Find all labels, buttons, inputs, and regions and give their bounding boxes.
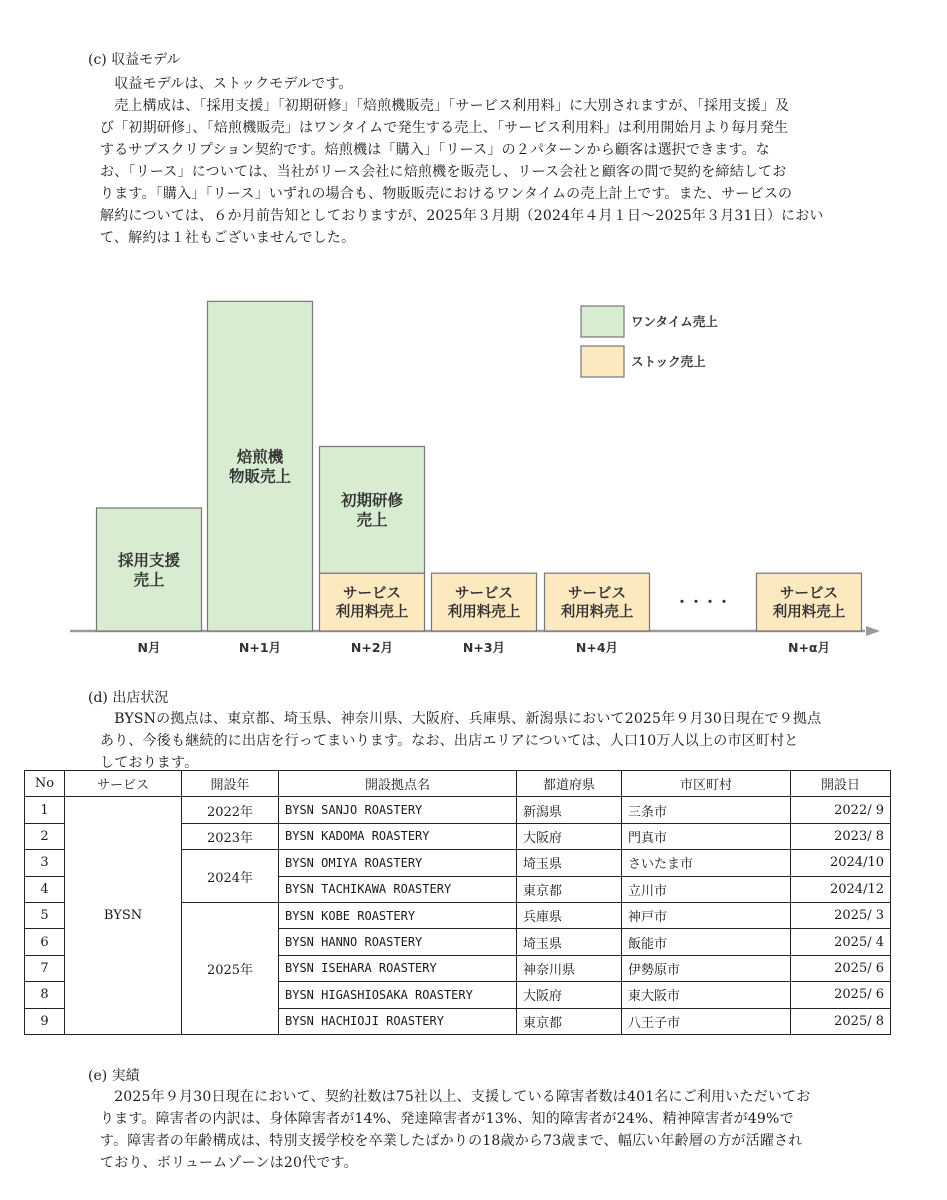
bar-5 bbox=[545, 573, 650, 631]
body-line: て、解約は１社もございませんでした。 bbox=[100, 230, 356, 246]
cell-no: 7 bbox=[25, 955, 65, 981]
bar-label: 売上 bbox=[356, 511, 388, 530]
cell-no: 2 bbox=[25, 823, 65, 849]
header-prefecture: 都道府県 bbox=[517, 771, 622, 797]
bar-label: 利用料売上 bbox=[335, 604, 409, 621]
section-d-body bbox=[100, 708, 821, 774]
body-line: ります。障害者の内訳は、身体障害者が14%、発達障害者が13%、知的障害者が24%、精神障害者が49%で bbox=[100, 1111, 794, 1127]
cell-store-name: BYSN ISEHARA ROASTERY bbox=[279, 955, 517, 981]
body-line: しております。 bbox=[100, 755, 199, 771]
section-e-body bbox=[100, 1086, 811, 1174]
table-header-row bbox=[25, 771, 891, 797]
x-axis-arrow bbox=[866, 626, 880, 636]
header-city: 市区町村 bbox=[622, 771, 791, 797]
header-open-date: 開設日 bbox=[791, 771, 891, 797]
cell-service: BYSN bbox=[65, 797, 182, 1035]
legend-swatch bbox=[581, 346, 624, 377]
cell-no: 9 bbox=[25, 1008, 65, 1034]
header-year: 開設年 bbox=[182, 771, 279, 797]
cell-city: さいたま市 bbox=[622, 850, 791, 876]
cell-store-name: BYSN KADOMA ROASTERY bbox=[279, 823, 517, 849]
cell-open-date: 2024/12 bbox=[791, 876, 891, 902]
cell-prefecture: 東京都 bbox=[517, 876, 622, 902]
legend-swatch bbox=[581, 306, 624, 337]
bar-2 bbox=[320, 573, 425, 631]
cell-city: 神戸市 bbox=[622, 902, 791, 928]
table-row bbox=[25, 797, 891, 823]
bar-label: サービス bbox=[780, 586, 838, 603]
cell-open-date: 2025/ 6 bbox=[791, 955, 891, 981]
revenue-model-chart bbox=[60, 283, 890, 663]
bar-label: 焙煎機 bbox=[236, 448, 284, 467]
section-e-heading: (e) 実績 bbox=[88, 1068, 140, 1084]
cell-prefecture: 大阪府 bbox=[517, 823, 622, 849]
cell-store-name: BYSN HACHIOJI ROASTERY bbox=[279, 1008, 517, 1034]
cell-prefecture: 東京都 bbox=[517, 1008, 622, 1034]
x-tick-label: N+1月 bbox=[238, 640, 282, 655]
bar-0 bbox=[97, 508, 202, 631]
cell-open-date: 2025/ 8 bbox=[791, 1008, 891, 1034]
cell-prefecture: 大阪府 bbox=[517, 982, 622, 1008]
bar-label: サービス bbox=[343, 586, 401, 603]
bar-label: サービス bbox=[455, 586, 513, 603]
cell-open-date: 2025/ 4 bbox=[791, 929, 891, 955]
header-no: No bbox=[25, 771, 65, 797]
body-line: 2025年９月30日現在において、契約社数は75社以上、支援している障害者数は401名にご利用いただいてお bbox=[100, 1089, 811, 1105]
cell-prefecture: 兵庫県 bbox=[517, 902, 622, 928]
cell-open-date: 2025/ 6 bbox=[791, 982, 891, 1008]
cell-city: 八王子市 bbox=[622, 1008, 791, 1034]
cell-store-name: BYSN SANJO ROASTERY bbox=[279, 797, 517, 823]
bar-label: サービス bbox=[568, 586, 626, 603]
body-line: 解約については、６か月前告知としておりますが、2025年３月期（2024年４月１日～2025年３月31日）におい bbox=[100, 208, 824, 224]
body-line: 売上構成は、「採用支援」「初期研修」「焙煎機販売」「サービス利用料」に大別されますが、「採用支援」及 bbox=[100, 98, 790, 114]
cell-prefecture: 埼玉県 bbox=[517, 850, 622, 876]
cell-open-date: 2022/ 9 bbox=[791, 797, 891, 823]
bar-6 bbox=[757, 573, 862, 631]
header-store-name: 開設拠点名 bbox=[279, 771, 517, 797]
header-service: サービス bbox=[65, 771, 182, 797]
cell-year: 2022年 bbox=[182, 797, 279, 823]
cell-year: 2023年 bbox=[182, 823, 279, 849]
bar-label: 採用支援 bbox=[117, 551, 181, 570]
legend-label: ストック売上 bbox=[631, 354, 706, 369]
body-line: 収益モデルは、ストックモデルです。 bbox=[100, 76, 353, 92]
body-line: BYSNの拠点は、東京都、埼玉県、神奈川県、大阪府、兵庫県、新潟県において2025年９月30日現在で９拠点 bbox=[100, 711, 822, 727]
body-line: び「初期研修」、「焙煎機販売」はワンタイムで発生する売上、「サービス利用料」は利用開始月より毎月発生 bbox=[100, 120, 789, 136]
cell-prefecture: 新潟県 bbox=[517, 797, 622, 823]
cell-no: 5 bbox=[25, 902, 65, 928]
cell-year: 2025年 bbox=[182, 902, 279, 1034]
cell-no: 6 bbox=[25, 929, 65, 955]
cell-no: 4 bbox=[25, 876, 65, 902]
x-tick-label: N+3月 bbox=[462, 640, 506, 655]
bar-4 bbox=[432, 573, 537, 631]
bar-label: 初期研修 bbox=[340, 491, 404, 510]
cell-city: 飯能市 bbox=[622, 929, 791, 955]
body-line: お、「リース」については、当社がリース会社に焙煎機を販売し、リース会社と顧客の間で契約を締結してお bbox=[100, 164, 787, 180]
legend-label: ワンタイム売上 bbox=[631, 314, 718, 329]
cell-store-name: BYSN OMIYA ROASTERY bbox=[279, 850, 517, 876]
bar-label: 利用料売上 bbox=[447, 604, 521, 621]
bar-3 bbox=[320, 447, 425, 574]
cell-city: 伊勢原市 bbox=[622, 955, 791, 981]
cell-prefecture: 埼玉県 bbox=[517, 929, 622, 955]
bar-1 bbox=[208, 301, 313, 631]
cell-open-date: 2024/10 bbox=[791, 850, 891, 876]
x-tick-label: N+2月 bbox=[350, 640, 394, 655]
cell-city: 門真市 bbox=[622, 823, 791, 849]
ellipsis-label: ・・・・ bbox=[675, 595, 731, 611]
cell-no: 3 bbox=[25, 850, 65, 876]
cell-year: 2024年 bbox=[182, 850, 279, 903]
cell-store-name: BYSN KOBE ROASTERY bbox=[279, 902, 517, 928]
body-line: ります。「購入」「リース」いずれの場合も、物販販売におけるワンタイムの売上計上です。また、サービスの bbox=[100, 186, 793, 202]
section-c-body bbox=[100, 73, 824, 249]
section-c-heading: (c) 収益モデル bbox=[88, 52, 181, 68]
bar-label: 物販売上 bbox=[228, 467, 292, 486]
cell-store-name: BYSN TACHIKAWA ROASTERY bbox=[279, 876, 517, 902]
section-d-heading: (d) 出店状況 bbox=[88, 690, 169, 706]
cell-open-date: 2023/ 8 bbox=[791, 823, 891, 849]
cell-city: 三条市 bbox=[622, 797, 791, 823]
cell-store-name: BYSN HANNO ROASTERY bbox=[279, 929, 517, 955]
cell-city: 東大阪市 bbox=[622, 982, 791, 1008]
store-table bbox=[24, 770, 891, 1035]
cell-city: 立川市 bbox=[622, 876, 791, 902]
cell-no: 1 bbox=[25, 797, 65, 823]
cell-prefecture: 神奈川県 bbox=[517, 955, 622, 981]
body-line: ており、ボリュームゾーンは20代です。 bbox=[100, 1155, 358, 1171]
body-line: あり、今後も継続的に出店を行ってまいります。なお、出店エリアについては、人口10万人以上の市区町村と bbox=[100, 733, 799, 749]
bar-label: 利用料売上 bbox=[560, 604, 634, 621]
bar-label: 売上 bbox=[133, 570, 165, 589]
x-tick-label: N月 bbox=[137, 640, 161, 655]
cell-store-name: BYSN HIGASHIOSAKA ROASTERY bbox=[279, 982, 517, 1008]
body-line: するサブスクリプション契約です。焙煎機は「購入」「リース」の２パターンから顧客は選択できます。な bbox=[100, 142, 770, 158]
cell-no: 8 bbox=[25, 982, 65, 1008]
x-tick-label: N+4月 bbox=[575, 640, 619, 655]
x-tick-label: N+α月 bbox=[787, 640, 831, 655]
cell-open-date: 2025/ 3 bbox=[791, 902, 891, 928]
body-line: す。障害者の年齢構成は、特別支援学校を卒業したばかりの18歳から73歳まで、幅広い年齢層の方が活躍され bbox=[100, 1133, 803, 1149]
bar-label: 利用料売上 bbox=[772, 604, 846, 621]
